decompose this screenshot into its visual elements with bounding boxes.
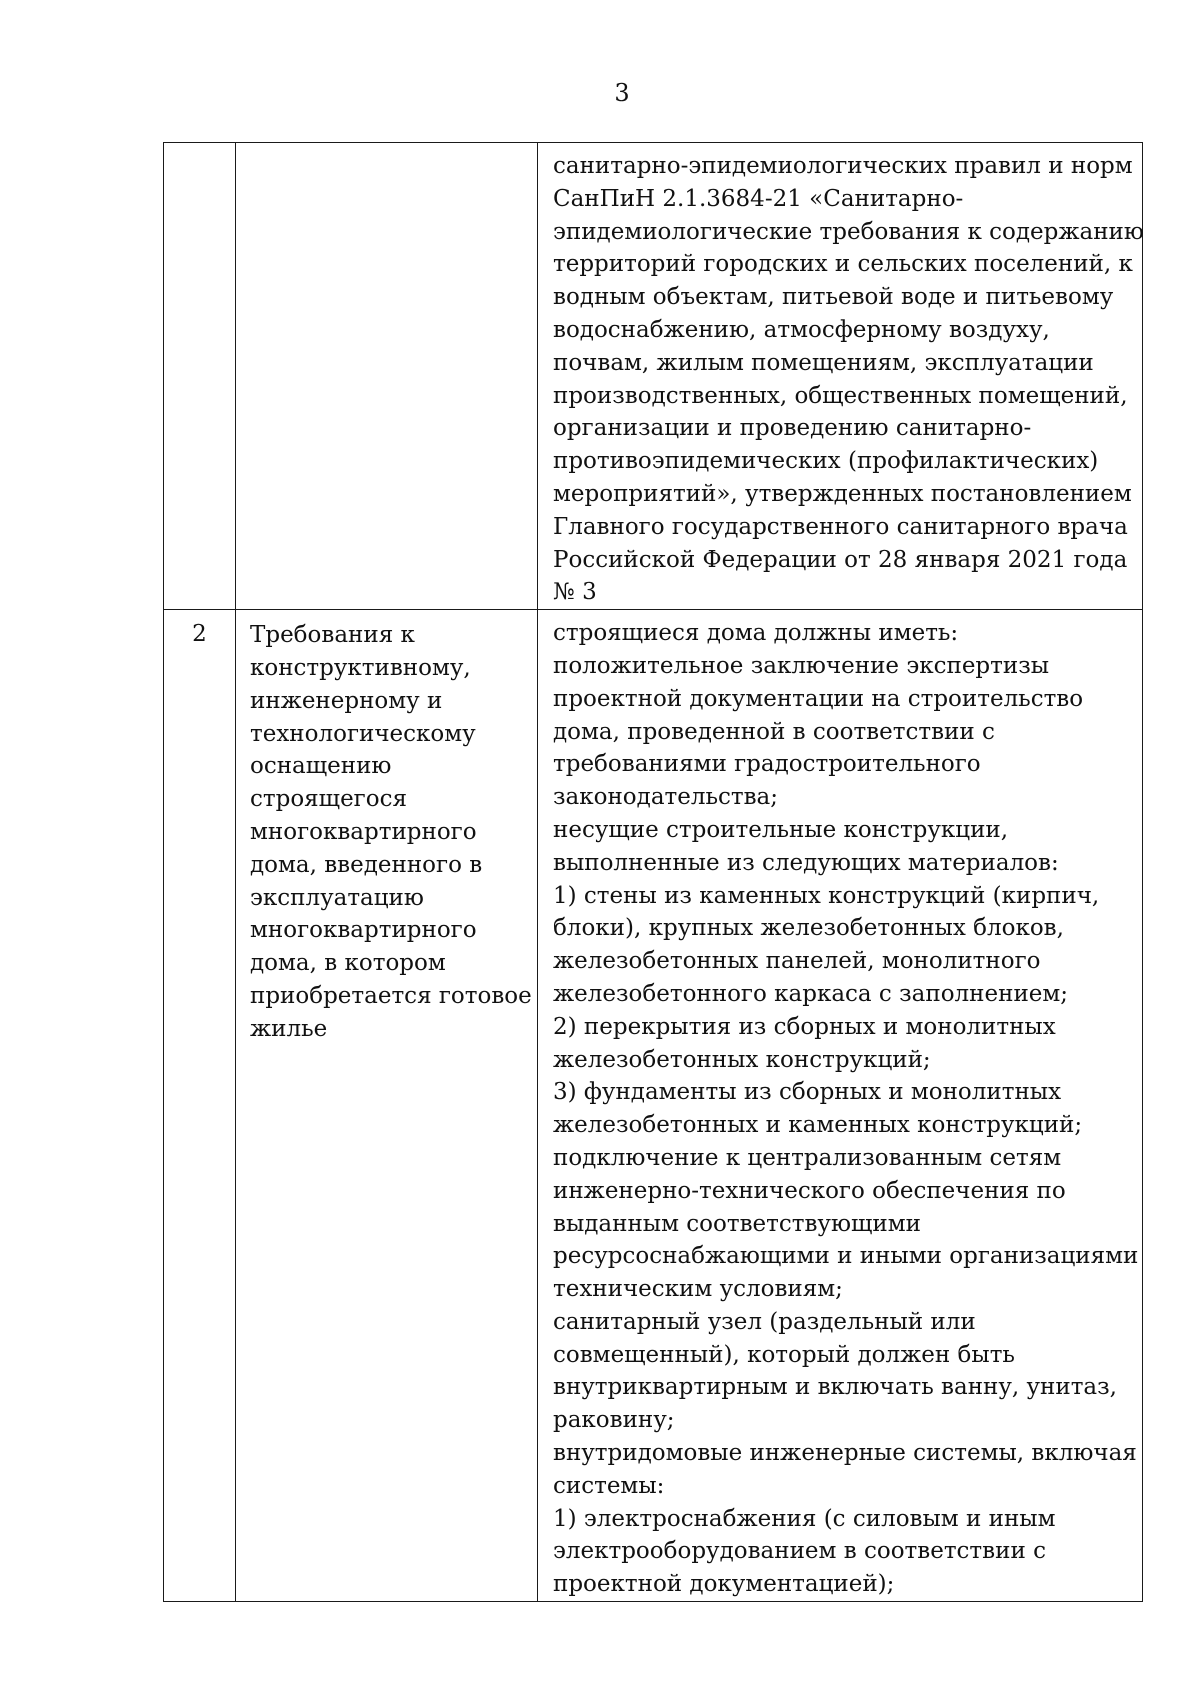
text-line: 1) электроснабжения (с силовым и иным [553, 1505, 1056, 1532]
text-line: техническим условиям; [553, 1276, 843, 1303]
requirement-text [538, 610, 1142, 1601]
text-line: электрооборудованием в соответствии с [553, 1538, 1046, 1565]
text-line: водоснабжению, атмосферному воздуху, [553, 316, 1050, 343]
requirement-name-cell [236, 143, 538, 610]
requirement-text [538, 143, 1142, 609]
text-line: дома, введенного в [250, 851, 483, 878]
text-line: строящегося [250, 786, 407, 813]
text-line: проектной документацией); [553, 1571, 895, 1598]
text-line: требованиями градостроительного [553, 751, 981, 778]
text-line: многоквартирного [250, 818, 477, 845]
text-line: жилье [250, 1015, 328, 1042]
text-line: железобетонных конструкций; [553, 1046, 931, 1073]
text-line: эксплуатацию [250, 884, 424, 911]
row-number-cell: 2 [164, 610, 236, 1602]
text-line: оснащению [250, 753, 392, 780]
text-line: подключение к централизованным сетям [553, 1144, 1062, 1171]
text-line: водным объектам, питьевой воде и питьевому [553, 284, 1114, 311]
text-line: выданным соответствующими [553, 1210, 921, 1237]
text-line: внутриквартирным и включать ванну, унитаз, [553, 1374, 1117, 1401]
text-line: санитарный узел (раздельный или [553, 1308, 976, 1335]
text-line: положительное заключение экспертизы [553, 652, 1050, 679]
table-row [164, 143, 1143, 610]
text-line: санитарно-эпидемиологических правил и норм [553, 153, 1133, 179]
text-line: ресурсоснабжающими и иными организациями [553, 1243, 1139, 1270]
text-line: Требования к [250, 622, 415, 649]
text-line: 3) фундаменты из сборных и монолитных [553, 1079, 1062, 1106]
text-line: организации и проведению санитарно- [553, 415, 1032, 442]
text-line: инженерно-технического обеспечения по [553, 1177, 1066, 1204]
text-line: законодательства; [553, 784, 779, 811]
requirement-name-text [236, 143, 537, 152]
text-line: раковину; [553, 1407, 675, 1434]
requirement-text-cell [538, 143, 1143, 610]
text-line: дома, в котором [250, 950, 446, 977]
requirements-table [163, 142, 1143, 1602]
page-number: 3 [614, 79, 630, 107]
text-line: системы: [553, 1472, 665, 1499]
text-line: эпидемиологические требования к содержанию [553, 218, 1144, 245]
text-line: территорий городских и сельских поселений, к [553, 251, 1133, 278]
requirement-name-text [236, 610, 537, 1045]
text-line: многоквартирного [250, 917, 477, 944]
text-line: блоки), крупных железобетонных блоков, [553, 915, 1064, 942]
text-line: 1) стены из каменных конструкций (кирпич, [553, 882, 1100, 909]
text-line: Главного государственного санитарного врача [553, 513, 1128, 540]
requirement-name-cell [236, 610, 538, 1602]
text-line: почвам, жилым помещениям, эксплуатации [553, 349, 1094, 376]
text-line: строящиеся дома должны иметь: [553, 620, 959, 647]
text-line: дома, проведенной в соответствии с [553, 718, 995, 745]
text-line: производственных, общественных помещений, [553, 382, 1128, 409]
text-line: технологическому [250, 720, 476, 747]
text-line: 2) перекрытия из сборных и монолитных [553, 1013, 1056, 1040]
text-line: внутридомовые инженерные системы, включая [553, 1440, 1137, 1467]
text-line: инженерному и [250, 687, 443, 714]
text-line: железобетонного каркаса с заполнением; [553, 980, 1069, 1007]
text-line: Российской Федерации от 28 января 2021 года [553, 546, 1128, 573]
text-line: приобретается готовое [250, 982, 532, 1009]
text-line: несущие строительные конструкции, [553, 816, 1009, 843]
text-line: конструктивному, [250, 654, 471, 681]
text-line: железобетонных панелей, монолитного [553, 948, 1041, 975]
text-line: № 3 [553, 579, 597, 606]
text-line: мероприятий», утвержденных постановлением [553, 480, 1132, 507]
text-line: совмещенный), который должен быть [553, 1341, 1015, 1368]
text-line: проектной документации на строительство [553, 685, 1084, 712]
text-line: железобетонных и каменных конструкций; [553, 1112, 1083, 1139]
requirement-text-cell [538, 610, 1143, 1602]
text-line: СанПиН 2.1.3684-21 «Санитарно- [553, 185, 964, 212]
table-row [164, 610, 1143, 1602]
text-line: противоэпидемических (профилактических) [553, 448, 1099, 475]
text-line: выполненные из следующих материалов: [553, 849, 1059, 876]
row-number-cell [164, 143, 236, 610]
